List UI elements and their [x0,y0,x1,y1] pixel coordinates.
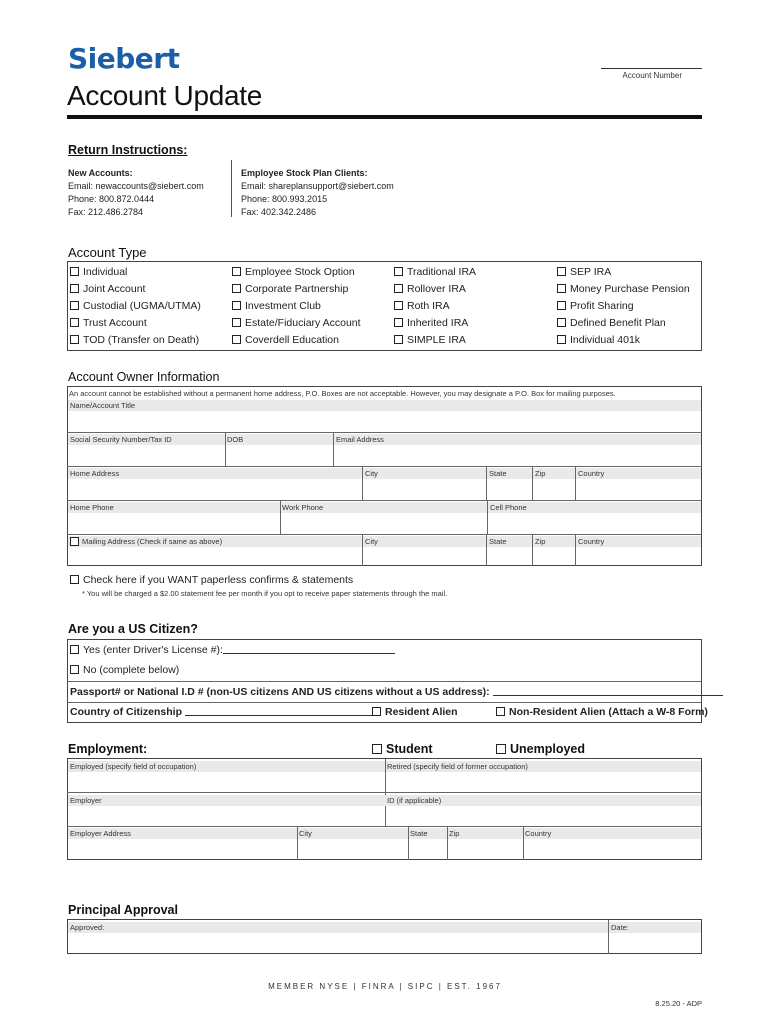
account-type-option[interactable]: Corporate Partnership [232,281,361,298]
checkbox[interactable] [232,318,241,327]
account-type-heading: Account Type [68,245,147,260]
passport-row [70,686,723,698]
page-title: Account Update [67,80,263,111]
home-state-field[interactable] [487,479,531,500]
mailing-address-label: Mailing Address (Check if same as above) [82,537,223,546]
account-type-option[interactable]: Inherited IRA [394,315,476,332]
new-accounts-email: Email: newaccounts@siebert.com [68,181,204,191]
checkbox[interactable] [232,335,241,344]
home-phone-label: Home Phone [70,503,114,512]
checkbox[interactable] [232,301,241,310]
account-type-col4 [557,264,690,349]
email-label: Email Address [336,435,384,444]
account-type-option[interactable]: Estate/Fiduciary Account [232,315,361,332]
passport-field[interactable] [493,686,723,696]
city-label: City [365,469,378,478]
row-divider [67,466,702,467]
checkbox[interactable] [394,284,403,293]
new-accounts-block [68,167,204,219]
zip-label: Zip [535,469,546,478]
account-type-option[interactable]: Individual 401k [557,332,690,349]
employer-address-label: Employer Address [70,829,131,838]
checkbox[interactable] [372,744,382,754]
mailing-city-field[interactable] [363,547,485,566]
row-divider [67,681,702,682]
id-label: ID (if applicable) [387,796,442,805]
resident-alien-option[interactable]: Resident Alien [372,706,458,718]
account-type-col3 [394,264,476,349]
employed-label: Employed (specify field of occupation) [70,762,197,771]
checkbox[interactable] [496,744,506,754]
non-resident-alien-option[interactable]: Non-Resident Alien (Attach a W-8 Form) [496,706,708,718]
employer-label: Employer [70,796,102,805]
employer-zip-field[interactable] [448,839,522,860]
checkbox[interactable] [557,267,566,276]
state-label: State [489,469,507,478]
siebert-logo: Siebert [68,42,180,75]
checkbox[interactable] [232,284,241,293]
home-zip-field[interactable] [533,479,574,500]
return-instructions-heading: Return Instructions: [68,143,188,157]
new-accounts-phone: Phone: 800.872.0444 [68,194,155,204]
owner-note: An account cannot be established without a permanent home address, P.O. Boxes are not acceptable. However, you may designate a P.O. Box for mailing purposes. [69,389,616,398]
employment-row3-labels [68,828,701,839]
esp-clients-title: Employee Stock Plan Clients: [241,168,368,178]
checkbox[interactable] [70,665,79,674]
checkbox[interactable] [232,267,241,276]
checkbox[interactable] [70,335,79,344]
passport-label: Passport# or National I.D # (non-US citizens AND US citizens without a US address): [70,686,490,698]
account-type-option[interactable]: Traditional IRA [394,264,476,281]
account-type-col2 [232,264,361,349]
mailing-zip-label: Zip [535,537,546,546]
paperless-option[interactable]: Check here if you WANT paperless confirms & statements [70,572,353,589]
home-city-field[interactable] [363,479,485,500]
mailing-country-field[interactable] [576,547,701,566]
account-type-option[interactable]: Profit Sharing [557,298,690,315]
checkbox[interactable] [70,301,79,310]
work-phone-field[interactable] [281,513,486,534]
approved-label: Approved: [70,923,105,932]
checkbox[interactable] [70,267,79,276]
ssn-label: Social Security Number/Tax ID [70,435,172,444]
new-accounts-title: New Accounts: [68,168,133,178]
dob-field[interactable] [226,445,332,466]
employer-field[interactable] [68,806,384,826]
principal-labels [68,922,701,933]
row-divider [67,432,702,433]
mailing-same-checkbox[interactable] [70,537,79,546]
cell-phone-field[interactable] [488,513,701,534]
esp-clients-block [241,167,394,219]
mailing-zip-field[interactable] [533,547,574,566]
retired-label: Retired (specify field of former occupation) [387,762,528,771]
country-label: Country [578,469,605,478]
row-divider [67,826,702,827]
checkbox[interactable] [557,335,566,344]
checkbox[interactable] [496,707,505,716]
work-phone-label: Work Phone [282,503,324,512]
checkbox[interactable] [557,301,566,310]
date-label: Date: [611,923,629,932]
approved-field[interactable] [68,933,607,954]
occupation-field[interactable] [68,772,384,792]
return-divider [231,160,232,217]
paperless-checkbox[interactable] [70,575,79,584]
account-type-option[interactable]: Individual [70,264,201,281]
citizen-heading: Are you a US Citizen? [68,622,198,636]
home-address-row-labels [68,468,701,479]
account-number-field[interactable] [601,68,702,69]
account-type-option[interactable]: SIMPLE IRA [394,332,476,349]
checkbox[interactable] [70,284,79,293]
id-field[interactable] [386,806,701,826]
ssn-field[interactable] [68,445,224,466]
country-citizenship-row [70,706,375,718]
mailing-row-labels [68,536,701,547]
mailing-city-label: City [365,537,378,546]
employment-row2-labels [68,795,701,806]
checkbox[interactable] [70,645,79,654]
account-type-option[interactable]: Roth IRA [394,298,476,315]
country-citizenship-field[interactable] [185,706,375,716]
name-title-field[interactable] [68,411,701,432]
esp-clients-fax: Fax: 402.342.2486 [241,207,317,217]
home-address-field[interactable] [68,479,361,500]
drivers-license-field[interactable] [223,644,395,654]
account-type-option[interactable]: Money Purchase Pension [557,281,690,298]
employer-address-field[interactable] [68,839,296,860]
employer-city-field[interactable] [298,839,407,860]
dob-label: DOB [227,435,244,444]
title-divider [67,115,702,119]
checkbox[interactable] [70,318,79,327]
checkbox[interactable] [557,318,566,327]
account-type-option[interactable]: SEP IRA [557,264,690,281]
mailing-country-label: Country [578,537,605,546]
form-version: 8.25.20 - ADP [655,999,702,1008]
country-citizenship-label: Country of Citizenship [70,706,182,718]
account-type-option[interactable]: Employee Stock Option [232,264,361,281]
esp-clients-phone: Phone: 800.993.2015 [241,194,328,204]
account-type-option[interactable]: TOD (Transfer on Death) [70,332,201,349]
phone-row-labels [68,502,701,513]
unemployed-option[interactable]: Unemployed [496,742,585,756]
new-accounts-fax: Fax: 212.486.2784 [68,207,144,217]
employment-heading: Employment: [68,742,148,756]
mailing-state-label: State [489,537,507,546]
checkbox[interactable] [394,267,403,276]
row-divider [67,792,702,793]
account-number-label: Account Number [622,71,682,80]
account-type-option[interactable]: Custodial (UGMA/UTMA) [70,298,201,315]
employer-country-label: Country [525,829,552,838]
email-field[interactable] [334,445,701,466]
employer-zip-label: Zip [449,829,460,838]
employer-city-label: City [299,829,312,838]
student-option[interactable]: Student [372,742,433,756]
account-type-option[interactable]: Defined Benefit Plan [557,315,690,332]
row-divider [67,500,702,501]
home-phone-field[interactable] [68,513,279,534]
account-type-option[interactable]: Rollover IRA [394,281,476,298]
ssn-row-labels [68,434,701,445]
employer-state-field[interactable] [409,839,446,860]
mailing-state-field[interactable] [487,547,531,566]
footer-membership: MEMBER NYSE | FINRA | SIPC | EST. 1967 [268,982,502,991]
citizen-yes-option[interactable]: Yes (enter Driver's License #): [70,644,395,656]
employer-country-field[interactable] [524,839,701,860]
checkbox[interactable] [394,301,403,310]
name-title-label: Name/Account Title [68,400,701,411]
account-type-option[interactable]: Trust Account [70,315,201,332]
account-type-option[interactable]: Joint Account [70,281,201,298]
principal-heading: Principal Approval [68,903,178,917]
mailing-address-field[interactable] [68,547,361,566]
checkbox[interactable] [557,284,566,293]
checkbox[interactable] [394,335,403,344]
row-divider [67,534,702,535]
account-type-option[interactable]: Investment Club [232,298,361,315]
former-occupation-field[interactable] [386,772,701,792]
citizen-no-option[interactable]: No (complete below) [70,664,179,676]
row-divider [67,702,702,703]
owner-info-heading: Account Owner Information [68,370,220,384]
home-country-field[interactable] [576,479,701,500]
account-type-col1 [70,264,201,349]
date-field[interactable] [609,933,701,954]
cell-phone-label: Cell Phone [490,503,527,512]
paperless-note: * You will be charged a $2.00 statement fee per month if you opt to receive paper statements through the mail. [82,589,448,598]
home-address-label: Home Address [70,469,120,478]
account-type-option[interactable]: Coverdell Education [232,332,361,349]
checkbox[interactable] [394,318,403,327]
employer-state-label: State [410,829,428,838]
checkbox[interactable] [372,707,381,716]
esp-clients-email: Email: shareplansupport@siebert.com [241,181,394,191]
